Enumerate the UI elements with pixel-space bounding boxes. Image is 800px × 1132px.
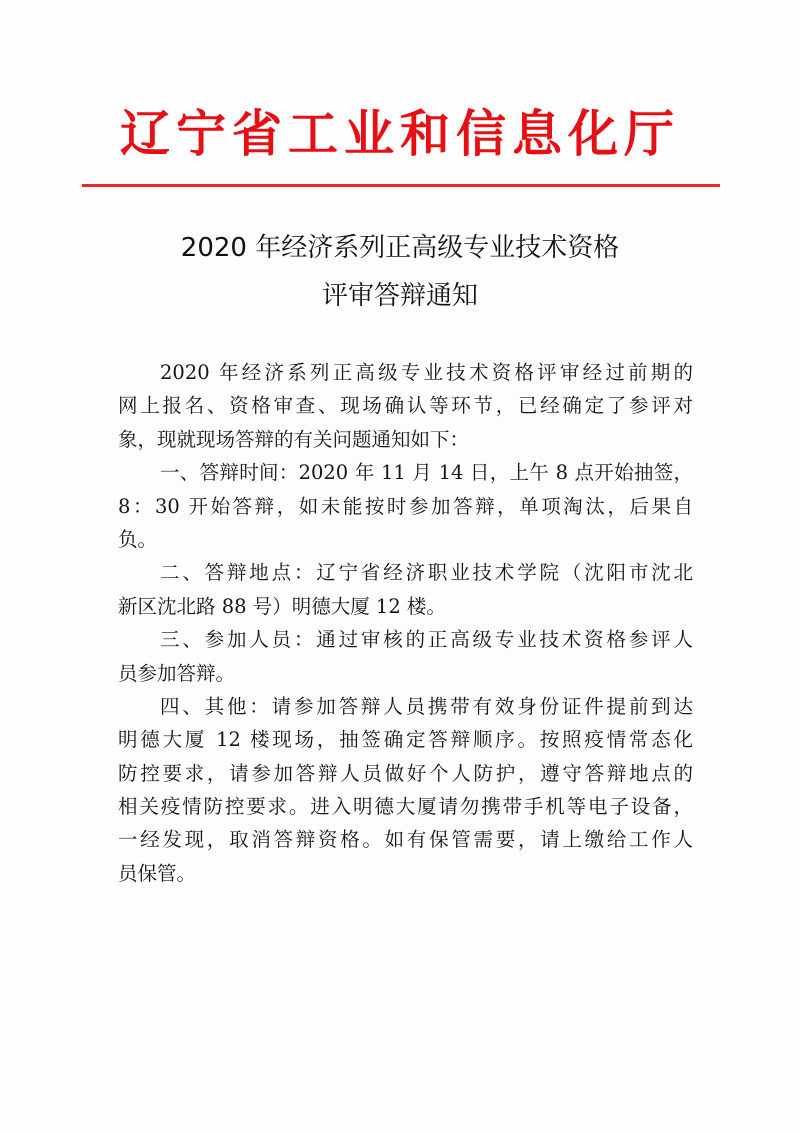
body-line: 新区沈北路 88 号）明德大厦 12 楼。: [118, 594, 446, 618]
body-line: 2020 年经济系列正高级专业技术资格评审经过前期的: [160, 361, 693, 384]
body-line: 员保管。: [118, 861, 197, 885]
body-line: 四、其他：请参加答辩人员携带有效身份证件提前到达: [160, 694, 693, 718]
body-line: 防控要求，请参加答辩人员做好个人防护，遵守答辩地点的: [118, 761, 693, 785]
body-line: 象，现就现场答辩的有关问题通知如下：: [118, 427, 470, 451]
body-line: 一经发现，取消答辩资格。如有保管需要，请上缴给工作人: [118, 828, 693, 852]
notice-title-line-2: 评审答辩通知: [321, 281, 478, 311]
notice-body: [118, 356, 693, 890]
letterhead-org-name: 辽宁省工业和信息化厅: [120, 104, 680, 163]
body-line: 三、参加人员：通过审核的正高级专业技术资格参评人: [160, 628, 693, 652]
body-line: 相关疫情防控要求。进入明德大厦请勿携带手机等电子设备，: [118, 795, 693, 819]
body-line: 一、答辩时间：2020 年 11 月 14 日，上午 8 点开始抽签，: [160, 461, 693, 485]
body-line: 负。: [118, 527, 158, 551]
notice-title-line-1: 2020 年经济系列正高级专业技术资格: [180, 233, 620, 263]
body-line: 员参加答辩。: [118, 661, 236, 685]
body-line: 网上报名、资格审查、现场确认等环节，已经确定了参评对: [118, 394, 693, 418]
letterhead-red-rule: [82, 184, 720, 187]
body-line: 明德大厦 12 楼现场，抽签确定答辩顺序。按照疫情常态化: [118, 728, 693, 752]
body-line: 二、答辩地点：辽宁省经济职业技术学院（沈阳市沈北: [160, 561, 693, 585]
body-line: 8：30 开始答辩，如未能按时参加答辩，单项淘汰，后果自: [118, 494, 693, 518]
